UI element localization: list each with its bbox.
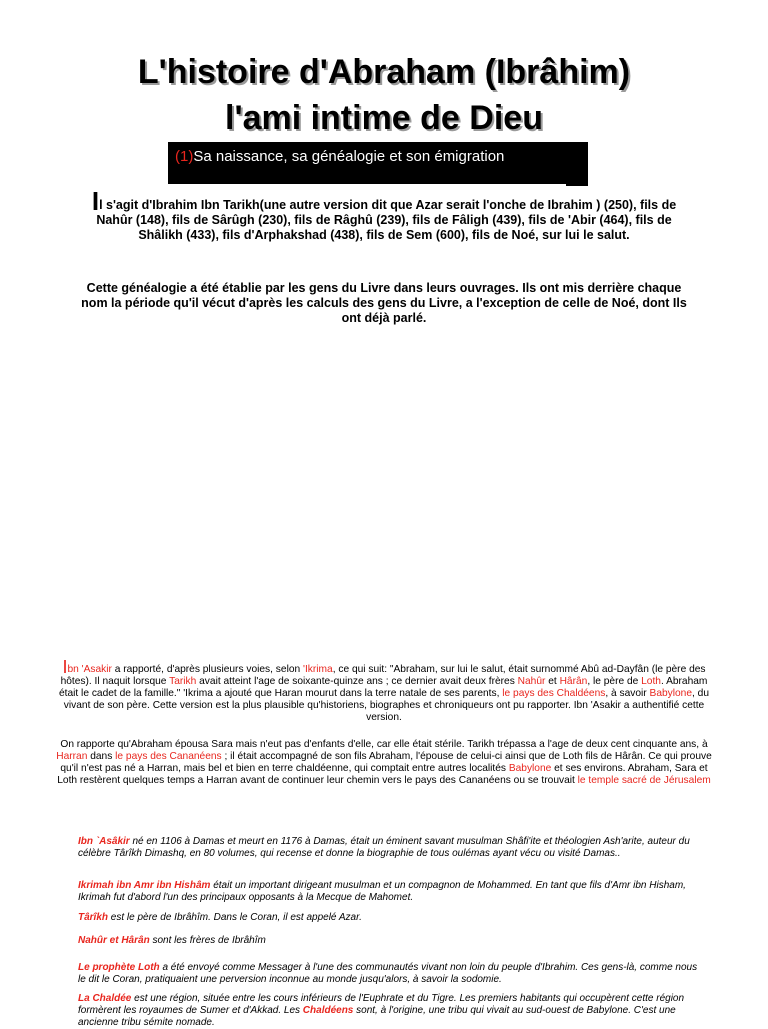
note-term: Nahûr et Hârân bbox=[78, 935, 150, 946]
note-loth bbox=[78, 962, 702, 986]
note-nahur-haran bbox=[78, 935, 702, 947]
link-loth[interactable]: Loth bbox=[641, 676, 661, 687]
sara-paragraph bbox=[52, 739, 716, 787]
para3-text: , ce qui suit: "Abraham, sur lui le salut, était surnommé Abû ad-Dayfân (le père des hôtes). Il naquit lorsque bbox=[60, 664, 706, 687]
para3-text: , du vivant de son père. Cette version est la plus plausible qu'historiens, biographes et chroniqueurs ont pu rapporter. Ibn 'Asakir a authentifié cette version. bbox=[63, 688, 710, 723]
note-text: né en 1106 à Damas et meurt en 1176 à Damas, était un éminent savant musulman Shâfi'ite et théologien Ash'arite, auteur du célèbre Târîkh Dimashq, en 80 volumes, qui recense et donne la biographie de tous oulémas ayant vécu ou visité Damas.. bbox=[78, 836, 690, 859]
link-babylone[interactable]: Babylone bbox=[649, 688, 693, 699]
subtitle-number: (1) bbox=[175, 148, 194, 165]
intro-text: l s'agit d'Ibrahim Ibn Tarikh(une autre version dit que Azar serait l'onche de Ibrahim ) (250), fils de Nahûr (148), fils de Sârûgh (230), fils de Râghû (239), fils de Fâligh (439), fils de 'Abir (464), fils de Shâlikh (433), fils d'Arphakshad (438), fils de Sem (600), fils de Noé, sur lui le salut. bbox=[96, 198, 677, 242]
link-temple-jerusalem[interactable]: le temple sacré de Jérusalem bbox=[577, 775, 711, 786]
note-text: était un important dirigeant musulman et un compagnon de Mohammed. En tant que fils d'Amr ibn Hisham, Ikrimah fut d'abord l'un des principaux opposants à la Mecque de Mahomet. bbox=[78, 880, 686, 903]
para3-text: . Abraham était le cadet de la famille." 'Ikrima a ajouté que Haran mourut dans la terre natale de ses parents, bbox=[58, 676, 708, 699]
intro-paragraph bbox=[80, 186, 688, 243]
note-tarikh bbox=[78, 912, 702, 924]
para4-text: On rapporte qu'Abraham épousa Sara mais n'eut pas d'enfants d'elle, car elle était stérile. Tarikh trépassa a l'age de deux cent cinquante ans, à bbox=[60, 739, 708, 750]
note-term: Chaldéens bbox=[302, 1005, 354, 1016]
intro-dropcap: I bbox=[91, 186, 100, 216]
note-text: sont les frères de Ibrâhîm bbox=[149, 935, 266, 946]
note-ikrimah bbox=[78, 880, 702, 904]
note-text: est le père de Ibrâhîm. Dans le Coran, il est appelé Azar. bbox=[108, 912, 362, 923]
para4-text: ; il était accompagné de son fils Abraham, l'épouse de celui-ci ainsi que de Loth fils de Hârân. Ce qui prouve qu'il n'est pas né a Harran, mais bel et bien en terre chaldéenne, qui comptait entre autres localités bbox=[60, 751, 712, 774]
para3-text: , le père de bbox=[587, 676, 642, 687]
note-text: est une région, située entre les cours inférieurs de l'Euphrate et du Tigre. Les premiers habitants qui occupèrent cette région formèrent les royaumes de Sumer et d'Akkad. Les bbox=[78, 993, 685, 1016]
link-ibn-asakir[interactable]: bn 'Asakir bbox=[67, 664, 112, 675]
link-pays-cananeens[interactable]: le pays des Cananéens bbox=[115, 751, 222, 762]
link-harran[interactable]: Harran bbox=[56, 751, 88, 762]
note-text: a été envoyé comme Messager à l'une des communautés vivant non loin du peuple d'Ibrahim. Ces gens-là, comme nous le dit le Coran, pratiquaient une perversion inconnue au monde jusqu'alors, à savoir la sodomie. bbox=[78, 962, 698, 985]
note-term: Ibn `Asâkir bbox=[78, 836, 130, 847]
note-term: Târîkh bbox=[78, 912, 109, 923]
subtitle-text: Sa naissance, sa généalogie et son émigration bbox=[193, 148, 505, 165]
note-ibn-asakir bbox=[78, 836, 702, 860]
note-term: Ikrimah ibn Amr ibn Hishâm bbox=[78, 880, 211, 891]
ibn-asakir-paragraph bbox=[52, 657, 716, 724]
page-title-line-2: l'ami intime de Dieu bbox=[225, 99, 543, 137]
note-term: La Chaldée bbox=[78, 993, 132, 1004]
note-term: Le prophète Loth bbox=[78, 962, 160, 973]
page-title-line-1: L'histoire d'Abraham (Ibrâhim) bbox=[137, 53, 631, 91]
link-ikrima[interactable]: 'Ikrima bbox=[303, 664, 333, 675]
link-tarikh[interactable]: Tarikh bbox=[169, 676, 197, 687]
link-nahur[interactable]: Nahûr bbox=[517, 676, 546, 687]
subtitle-bar bbox=[168, 142, 588, 184]
link-babylone-2[interactable]: Babylone bbox=[508, 763, 552, 774]
genealogy-paragraph: Cette généalogie a été établie par les gens du Livre dans leurs ouvrages. Ils ont mis derrière chaque nom la période qu'il vécut d'après les calculs des gens du Livre, a l'exception de celle de Noé, dont Ils ont déjà parlé. bbox=[81, 281, 687, 325]
para3-dropcap: I bbox=[62, 657, 68, 677]
para3-text: et bbox=[545, 676, 560, 687]
para3-text: a rapporté, d'après plusieurs voies, selon bbox=[111, 664, 303, 675]
link-pays-chaldeens[interactable]: le pays des Chaldéens bbox=[502, 688, 606, 699]
para4-text: dans bbox=[87, 751, 116, 762]
para4-text: et ses environs. Abraham, Sara et Loth restèrent quelques temps a Harran avant de continuer leur chemin vers le pays des Cananéens ou se trouvait bbox=[57, 763, 708, 786]
para3-text: avait atteint l'age de soixante-quinze ans ; ce dernier avait deux frères bbox=[196, 676, 518, 687]
para3-text: , à savoir bbox=[605, 688, 650, 699]
note-text: sont, à l'origine, une tribu qui vivait au sud-ouest de Babylone. C'est une ancienne tribu sémite nomade. bbox=[78, 1005, 676, 1028]
link-haran[interactable]: Hârân bbox=[559, 676, 588, 687]
